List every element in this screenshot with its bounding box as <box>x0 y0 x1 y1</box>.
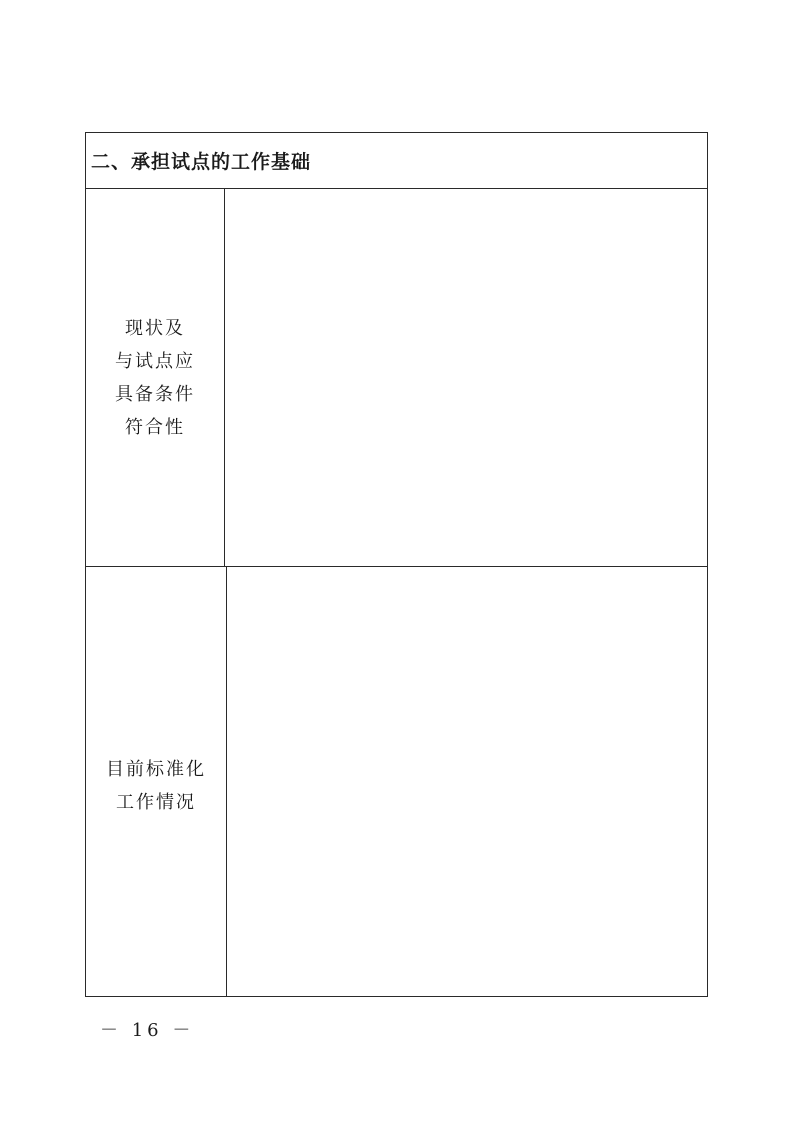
row-label-line: 符合性 <box>125 416 185 438</box>
page-number: － 16 － <box>100 1020 195 1041</box>
row-label-cell <box>86 189 225 566</box>
row-label-cell <box>86 567 227 996</box>
table-row <box>86 567 707 996</box>
row-label-line: 具备条件 <box>115 383 195 405</box>
row-label-line: 与试点应 <box>115 350 195 372</box>
row-label-line: 目前标准化 <box>106 758 206 780</box>
row-label-line: 工作情况 <box>116 791 196 813</box>
row-content-cell <box>227 567 707 996</box>
table-row <box>86 189 707 567</box>
row-content-cell <box>225 189 707 566</box>
row-label-line: 现状及 <box>125 317 185 339</box>
section-title: 二、承担试点的工作基础 <box>86 133 707 189</box>
form-table <box>85 132 708 997</box>
